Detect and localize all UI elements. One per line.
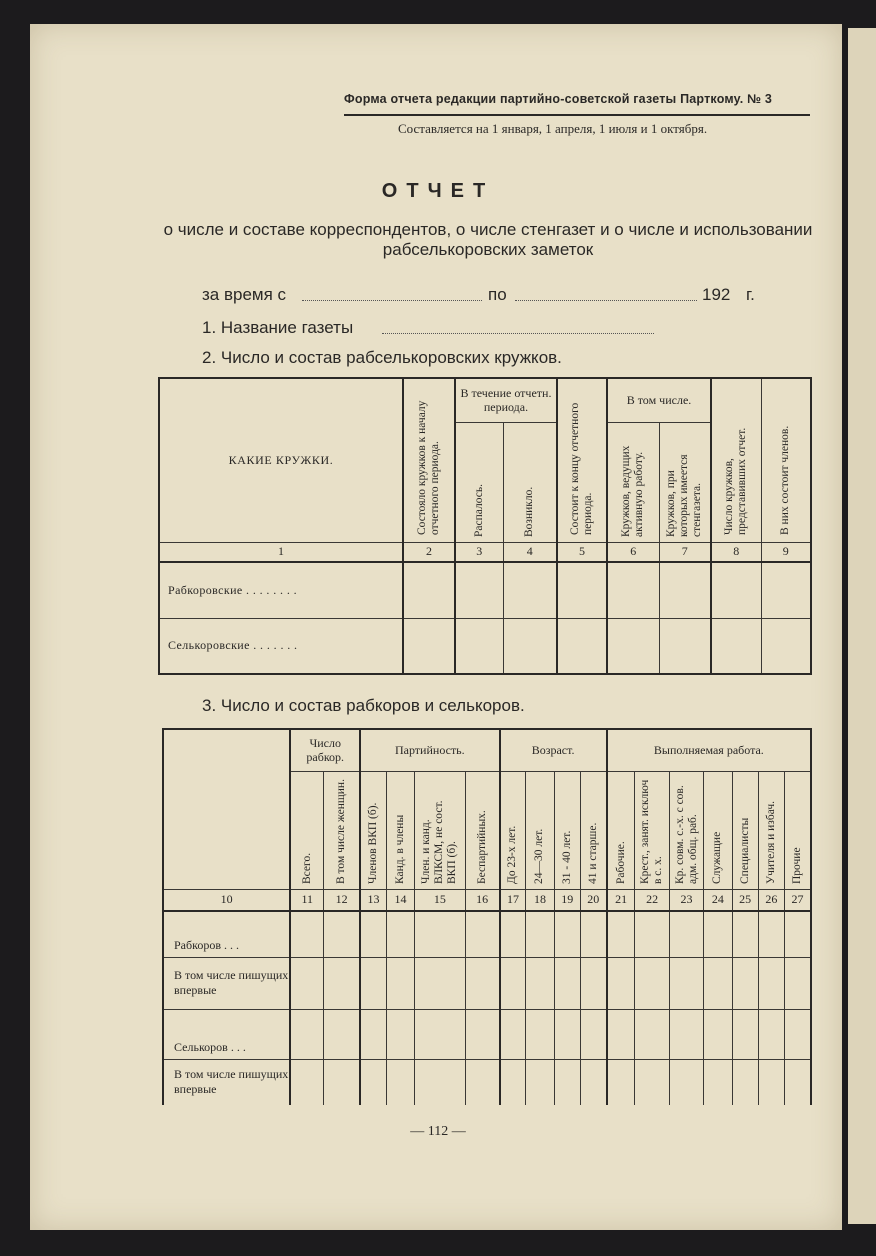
table-cell[interactable]	[557, 562, 607, 618]
corr-label-header	[163, 729, 290, 889]
col-age-41plus-header: 41 и старше.	[580, 771, 606, 889]
col-number: 12	[324, 889, 360, 911]
table-cell[interactable]	[704, 1059, 732, 1105]
count-group-header: Число рабкор.	[290, 729, 360, 771]
table-cell[interactable]	[500, 1009, 526, 1059]
row-label-rabkor-circles: Рабкоровские . . . . . . . .	[159, 562, 403, 618]
table-cell[interactable]	[557, 618, 607, 674]
period-to-label: по	[488, 285, 507, 304]
col-number: 13	[360, 889, 386, 911]
table-cell[interactable]	[761, 562, 811, 618]
table-cell[interactable]	[607, 1059, 635, 1105]
col-number: 11	[290, 889, 323, 911]
table-row	[163, 1009, 811, 1059]
table-cell[interactable]	[785, 1009, 811, 1059]
table-cell[interactable]	[465, 1009, 499, 1059]
table-row	[163, 1059, 811, 1105]
table-cell[interactable]	[785, 1059, 811, 1105]
col-arose-header: Возникло.	[503, 422, 557, 542]
table-cell[interactable]	[732, 1059, 758, 1105]
row-label-selkor-circles: Селькоровские . . . . . . .	[159, 618, 403, 674]
col-employees-header: Служащие	[704, 771, 732, 889]
table-cell[interactable]	[732, 957, 758, 1009]
table-cell[interactable]	[455, 618, 503, 674]
table-cell[interactable]	[785, 957, 811, 1009]
col-number: 5	[557, 542, 607, 562]
period-year: 192	[702, 285, 731, 304]
table-cell[interactable]	[635, 1009, 669, 1059]
table-cell[interactable]	[607, 957, 635, 1009]
col-women-header: В том числе женщин.	[324, 771, 360, 889]
table-cell[interactable]	[669, 1009, 703, 1059]
col-workers-header: Рабочие.	[607, 771, 635, 889]
period-year-suffix: г.	[746, 285, 755, 304]
table-cell[interactable]	[415, 1059, 466, 1105]
table-cell[interactable]	[607, 562, 659, 618]
table-cell[interactable]	[704, 957, 732, 1009]
table-cell[interactable]	[503, 562, 557, 618]
col-number: 14	[386, 889, 414, 911]
table-cell[interactable]	[711, 618, 761, 674]
table-cell[interactable]	[324, 957, 360, 1009]
col-active-header: Кружков, ведущих активную работу.	[607, 422, 659, 542]
age-group-header: Возраст.	[500, 729, 607, 771]
table-cell[interactable]	[580, 1009, 606, 1059]
table-row	[159, 562, 811, 618]
page-number: — 112 —	[410, 1124, 466, 1139]
col-age-24-30-header: 24—30 лет.	[526, 771, 554, 889]
col-vkp-members-header: Членов ВКП (б).	[360, 771, 386, 889]
col-fell-header: Распалось.	[455, 422, 503, 542]
table-cell[interactable]	[659, 618, 711, 674]
table-cell[interactable]	[635, 957, 669, 1009]
period-from-label: за время с	[202, 285, 287, 304]
col-other-header: Прочие	[785, 771, 811, 889]
col-reported-header: Число кружков, представивших отчет.	[711, 378, 761, 542]
report-subtitle: о числе и составе корреспондентов, о числе стенгазет и о числе и использовании рабселькоровских заметок	[163, 220, 813, 259]
table-cell[interactable]	[554, 1059, 580, 1105]
col-number: 16	[465, 889, 499, 911]
table-cell[interactable]	[758, 911, 784, 957]
table-cell[interactable]	[324, 1009, 360, 1059]
party-group-header: Партийность.	[360, 729, 499, 771]
col-number: 19	[554, 889, 580, 911]
including-group-header: В том числе.	[607, 378, 711, 422]
table-cell[interactable]	[732, 1009, 758, 1059]
table-cell[interactable]	[554, 957, 580, 1009]
period-to-blank	[515, 300, 697, 301]
table-cell[interactable]	[500, 1059, 526, 1105]
col-number: 15	[415, 889, 466, 911]
table-cell[interactable]	[554, 911, 580, 957]
table-cell[interactable]	[635, 1059, 669, 1105]
col-number: 10	[163, 889, 290, 911]
table-cell[interactable]	[290, 911, 323, 957]
col-age-31-40-header: 31 - 40 лет.	[554, 771, 580, 889]
table-row	[163, 957, 811, 1009]
col-number: 26	[758, 889, 784, 911]
col-number: 6	[607, 542, 659, 562]
table-cell[interactable]	[415, 957, 466, 1009]
work-group-header: Выполняемая работа.	[607, 729, 811, 771]
circles-type-header: КАКИЕ КРУЖКИ.	[159, 378, 403, 542]
table-cell[interactable]	[669, 957, 703, 1009]
table-cell[interactable]	[386, 1059, 414, 1105]
table-cell[interactable]	[607, 1009, 635, 1059]
col-number: 7	[659, 542, 711, 562]
col-nonparty-header: Беспартийных.	[465, 771, 499, 889]
table-cell[interactable]	[455, 562, 503, 618]
table-cell[interactable]	[324, 1059, 360, 1105]
table-cell[interactable]	[711, 562, 761, 618]
item-newspaper-name: 1. Название газеты	[202, 318, 354, 337]
col-number: 3	[455, 542, 503, 562]
item-correspondents-heading: 3. Число и состав рабкоров и селькоров.	[202, 696, 525, 715]
table-cell[interactable]	[386, 911, 414, 957]
col-members-header: В них состоит членов.	[761, 378, 811, 542]
table-cell[interactable]	[607, 618, 659, 674]
table-cell[interactable]	[758, 1059, 784, 1105]
col-age-under23-header: До 23-х лет.	[500, 771, 526, 889]
col-number: 21	[607, 889, 635, 911]
col-candidates-header: Канд. в члены	[386, 771, 414, 889]
col-number: 2	[403, 542, 455, 562]
table-cell[interactable]	[360, 911, 386, 957]
circles-table	[158, 377, 812, 675]
col-number: 25	[732, 889, 758, 911]
table-cell[interactable]	[669, 1059, 703, 1105]
table-cell[interactable]	[290, 957, 323, 1009]
table-cell[interactable]	[580, 957, 606, 1009]
col-number: 18	[526, 889, 554, 911]
table-cell[interactable]	[360, 1009, 386, 1059]
table-cell[interactable]	[635, 911, 669, 957]
table-cell[interactable]	[290, 1059, 323, 1105]
table-cell[interactable]	[403, 618, 455, 674]
col-number: 20	[580, 889, 606, 911]
table-cell[interactable]	[669, 911, 703, 957]
table-cell[interactable]	[386, 1009, 414, 1059]
table-cell[interactable]	[360, 957, 386, 1009]
col-vlksm-header: Член. и канд. ВЛКСМ, не сост. ВКП (б).	[415, 771, 466, 889]
table-cell[interactable]	[360, 1059, 386, 1105]
col-start-header: Состояло кружков к началу отчетного периода.	[403, 378, 455, 542]
report-title: ОТЧЕТ	[381, 180, 495, 202]
row-label-rabkors: Рабкоров . . .	[163, 911, 290, 957]
table-cell[interactable]	[526, 911, 554, 957]
col-specialists-header: Специалисты	[732, 771, 758, 889]
table-cell[interactable]	[403, 562, 455, 618]
table-cell[interactable]	[732, 911, 758, 957]
table-cell[interactable]	[415, 911, 466, 957]
table-cell[interactable]	[386, 957, 414, 1009]
col-peasants-header: Крест., занят. исключ в с. х.	[635, 771, 669, 889]
table-cell[interactable]	[758, 957, 784, 1009]
table-row	[159, 618, 811, 674]
table-cell[interactable]	[465, 1059, 499, 1105]
col-number: 27	[785, 889, 811, 911]
table-cell[interactable]	[785, 911, 811, 957]
table-cell[interactable]	[500, 911, 526, 957]
table-cell[interactable]	[659, 562, 711, 618]
col-teachers-header: Учителя и избач.	[758, 771, 784, 889]
row-label-selkors-first-time: В том числе пишущих впервые	[163, 1059, 290, 1105]
table-cell[interactable]	[500, 957, 526, 1009]
col-number: 22	[635, 889, 669, 911]
newspaper-name-blank	[382, 333, 654, 334]
table-row	[163, 911, 811, 957]
table-cell[interactable]	[758, 1009, 784, 1059]
period-group-header: В течение отчетн. периода.	[455, 378, 557, 422]
col-number: 4	[503, 542, 557, 562]
table-cell[interactable]	[761, 618, 811, 674]
adjacent-page-edge	[848, 28, 876, 1224]
period-from-blank	[302, 300, 482, 301]
table-cell[interactable]	[465, 911, 499, 957]
col-end-header: Состоит к концу отчетного периода.	[557, 378, 607, 542]
table-cell[interactable]	[415, 1009, 466, 1059]
table-cell[interactable]	[554, 1009, 580, 1059]
item-circles-heading: 2. Число и состав рабселькоровских кружков.	[202, 348, 562, 367]
table-cell[interactable]	[526, 1009, 554, 1059]
table-cell[interactable]	[324, 911, 360, 957]
compilation-schedule: Составляется на 1 января, 1 апреля, 1 июля и 1 октября.	[398, 121, 708, 136]
table-cell[interactable]	[290, 1009, 323, 1059]
col-number: 8	[711, 542, 761, 562]
table-cell[interactable]	[465, 957, 499, 1009]
table-cell[interactable]	[704, 1009, 732, 1059]
table-cell[interactable]	[526, 1059, 554, 1105]
col-paper-header: Кружков, при которых имеется стенгазета.	[659, 422, 711, 542]
correspondents-table	[162, 728, 812, 1105]
row-label-rabkors-first-time: В том числе пишущих впервые	[163, 957, 290, 1009]
table-cell[interactable]	[580, 911, 606, 957]
col-number: 23	[669, 889, 703, 911]
table-cell[interactable]	[580, 1059, 606, 1105]
col-number: 17	[500, 889, 526, 911]
col-number: 24	[704, 889, 732, 911]
table-cell[interactable]	[704, 911, 732, 957]
col-peasants-combined-header: Кр. совм. с.-х. с сов. адм. общ. раб.	[669, 771, 703, 889]
col-number: 1	[159, 542, 403, 562]
col-total-header: Всего.	[290, 771, 323, 889]
form-title: Форма отчета редакции партийно-советской газеты Парткому. № 3	[344, 92, 810, 116]
table-cell[interactable]	[503, 618, 557, 674]
table-cell[interactable]	[526, 957, 554, 1009]
col-number: 9	[761, 542, 811, 562]
table-cell[interactable]	[607, 911, 635, 957]
row-label-selkors: Селькоров . . .	[163, 1009, 290, 1059]
